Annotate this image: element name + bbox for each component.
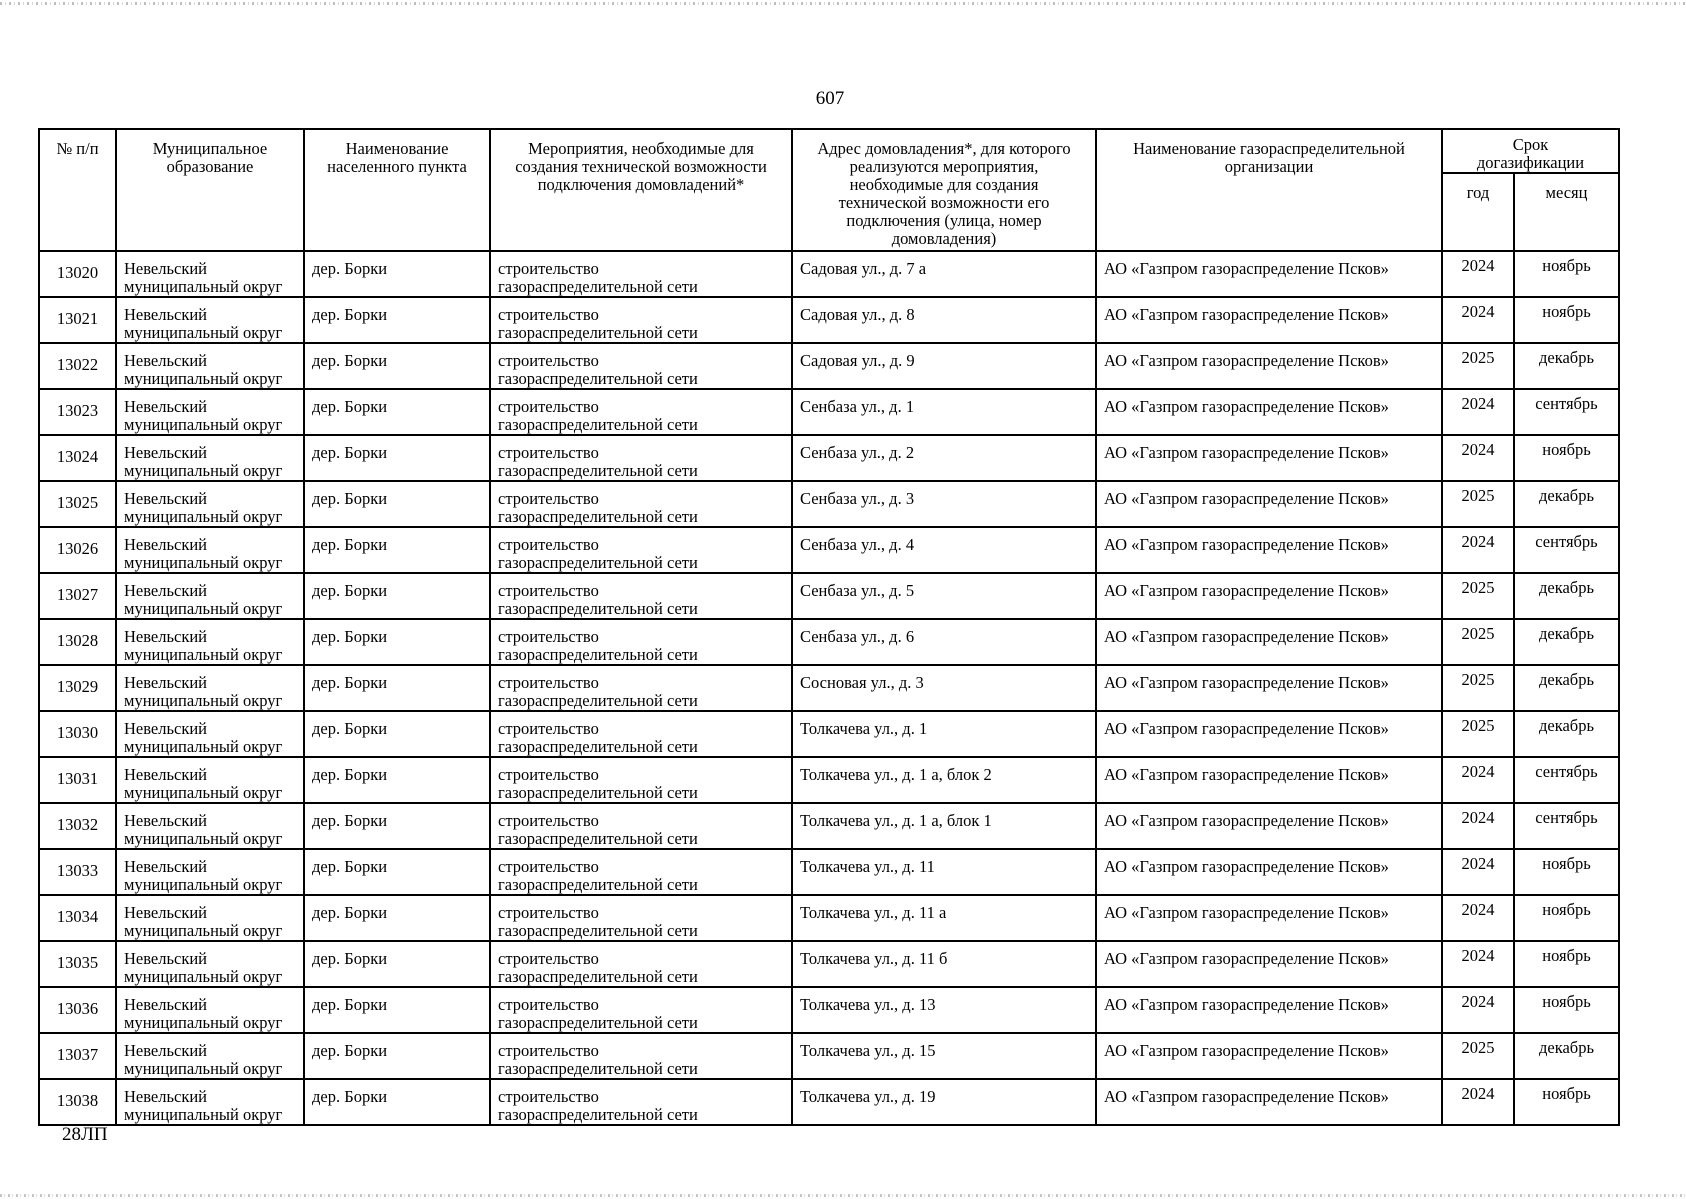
table-row bbox=[39, 987, 1619, 1033]
cell-month: декабрь bbox=[1514, 343, 1619, 389]
table-row bbox=[39, 1033, 1619, 1079]
cell-settlement: дер. Борки bbox=[304, 757, 490, 803]
cell-municipality: Невельский муниципальный округ bbox=[116, 1033, 304, 1079]
cell-organization: АО «Газпром газораспределение Псков» bbox=[1096, 527, 1442, 573]
cell-address: Сенбаза ул., д. 3 bbox=[792, 481, 1096, 527]
cell-measures: строительство газораспределительной сети bbox=[490, 1033, 792, 1079]
cell-settlement: дер. Борки bbox=[304, 343, 490, 389]
cell-month: ноябрь bbox=[1514, 987, 1619, 1033]
cell-settlement: дер. Борки bbox=[304, 527, 490, 573]
cell-year: 2025 bbox=[1442, 665, 1514, 711]
cell-municipality: Невельский муниципальный округ bbox=[116, 987, 304, 1033]
cell-month: декабрь bbox=[1514, 619, 1619, 665]
cell-municipality: Невельский муниципальный округ bbox=[116, 343, 304, 389]
cell-municipality: Невельский муниципальный округ bbox=[116, 849, 304, 895]
cell-num: 13036 bbox=[39, 987, 116, 1033]
cell-municipality: Невельский муниципальный округ bbox=[116, 1079, 304, 1125]
cell-year: 2024 bbox=[1442, 803, 1514, 849]
cell-measures: строительство газораспределительной сети bbox=[490, 435, 792, 481]
cell-settlement: дер. Борки bbox=[304, 481, 490, 527]
cell-settlement: дер. Борки bbox=[304, 895, 490, 941]
cell-num: 13023 bbox=[39, 389, 116, 435]
cell-municipality: Невельский муниципальный округ bbox=[116, 941, 304, 987]
cell-num: 13029 bbox=[39, 665, 116, 711]
cell-year: 2025 bbox=[1442, 573, 1514, 619]
cell-organization: АО «Газпром газораспределение Псков» bbox=[1096, 435, 1442, 481]
cell-year: 2025 bbox=[1442, 481, 1514, 527]
gasification-table bbox=[38, 128, 1620, 1126]
table-row bbox=[39, 297, 1619, 343]
cell-address: Садовая ул., д. 9 bbox=[792, 343, 1096, 389]
cell-organization: АО «Газпром газораспределение Псков» bbox=[1096, 343, 1442, 389]
cell-year: 2025 bbox=[1442, 343, 1514, 389]
cell-year: 2025 bbox=[1442, 1033, 1514, 1079]
cell-settlement: дер. Борки bbox=[304, 987, 490, 1033]
cell-num: 13021 bbox=[39, 297, 116, 343]
cell-year: 2024 bbox=[1442, 389, 1514, 435]
header-address: Адрес домовладения*, для которого реализуются мероприятия, необходимые для создания технической возможности его подключения (улица, номер домовладения) bbox=[792, 129, 1096, 251]
cell-settlement: дер. Борки bbox=[304, 573, 490, 619]
cell-month: ноябрь bbox=[1514, 849, 1619, 895]
cell-num: 13027 bbox=[39, 573, 116, 619]
cell-measures: строительство газораспределительной сети bbox=[490, 297, 792, 343]
cell-measures: строительство газораспределительной сети bbox=[490, 481, 792, 527]
cell-municipality: Невельский муниципальный округ bbox=[116, 803, 304, 849]
cell-year: 2024 bbox=[1442, 757, 1514, 803]
table-row bbox=[39, 573, 1619, 619]
table-row bbox=[39, 941, 1619, 987]
header-measures: Мероприятия, необходимые для создания технической возможности подключения домовладений* bbox=[490, 129, 792, 251]
cell-month: ноябрь bbox=[1514, 297, 1619, 343]
cell-address: Толкачева ул., д. 1 а, блок 2 bbox=[792, 757, 1096, 803]
cell-num: 13034 bbox=[39, 895, 116, 941]
cell-num: 13028 bbox=[39, 619, 116, 665]
cell-settlement: дер. Борки bbox=[304, 803, 490, 849]
cell-organization: АО «Газпром газораспределение Псков» bbox=[1096, 389, 1442, 435]
cell-municipality: Невельский муниципальный округ bbox=[116, 895, 304, 941]
cell-municipality: Невельский муниципальный округ bbox=[116, 573, 304, 619]
table-row bbox=[39, 1079, 1619, 1125]
cell-month: ноябрь bbox=[1514, 1079, 1619, 1125]
cell-num: 13025 bbox=[39, 481, 116, 527]
cell-organization: АО «Газпром газораспределение Псков» bbox=[1096, 251, 1442, 297]
cell-year: 2024 bbox=[1442, 941, 1514, 987]
cell-month: декабрь bbox=[1514, 711, 1619, 757]
cell-settlement: дер. Борки bbox=[304, 1079, 490, 1125]
header-deadline: Срок догазификации bbox=[1442, 129, 1619, 173]
cell-municipality: Невельский муниципальный округ bbox=[116, 251, 304, 297]
header-num: № п/п bbox=[39, 129, 116, 251]
cell-num: 13037 bbox=[39, 1033, 116, 1079]
cell-num: 13032 bbox=[39, 803, 116, 849]
cell-organization: АО «Газпром газораспределение Псков» bbox=[1096, 941, 1442, 987]
cell-address: Сенбаза ул., д. 2 bbox=[792, 435, 1096, 481]
cell-num: 13020 bbox=[39, 251, 116, 297]
cell-organization: АО «Газпром газораспределение Псков» bbox=[1096, 619, 1442, 665]
cell-organization: АО «Газпром газораспределение Псков» bbox=[1096, 1079, 1442, 1125]
cell-measures: строительство газораспределительной сети bbox=[490, 895, 792, 941]
cell-month: ноябрь bbox=[1514, 941, 1619, 987]
cell-address: Садовая ул., д. 7 а bbox=[792, 251, 1096, 297]
cell-settlement: дер. Борки bbox=[304, 941, 490, 987]
cell-measures: строительство газораспределительной сети bbox=[490, 941, 792, 987]
cell-month: сентябрь bbox=[1514, 757, 1619, 803]
table-body bbox=[39, 251, 1619, 1125]
table-row bbox=[39, 803, 1619, 849]
cell-month: декабрь bbox=[1514, 481, 1619, 527]
table-row bbox=[39, 757, 1619, 803]
cell-organization: АО «Газпром газораспределение Псков» bbox=[1096, 895, 1442, 941]
cell-settlement: дер. Борки bbox=[304, 251, 490, 297]
table-row bbox=[39, 389, 1619, 435]
cell-address: Садовая ул., д. 8 bbox=[792, 297, 1096, 343]
table-row bbox=[39, 665, 1619, 711]
cell-address: Толкачева ул., д. 13 bbox=[792, 987, 1096, 1033]
cell-organization: АО «Газпром газораспределение Псков» bbox=[1096, 757, 1442, 803]
cell-address: Толкачева ул., д. 11 bbox=[792, 849, 1096, 895]
cell-organization: АО «Газпром газораспределение Псков» bbox=[1096, 481, 1442, 527]
cell-settlement: дер. Борки bbox=[304, 297, 490, 343]
cell-year: 2024 bbox=[1442, 987, 1514, 1033]
table-row bbox=[39, 343, 1619, 389]
cell-measures: строительство газораспределительной сети bbox=[490, 757, 792, 803]
cell-measures: строительство газораспределительной сети bbox=[490, 251, 792, 297]
table-row bbox=[39, 849, 1619, 895]
footer-code: 28ЛП bbox=[62, 1124, 108, 1145]
cell-address: Толкачева ул., д. 19 bbox=[792, 1079, 1096, 1125]
cell-settlement: дер. Борки bbox=[304, 435, 490, 481]
cell-month: декабрь bbox=[1514, 665, 1619, 711]
cell-num: 13022 bbox=[39, 343, 116, 389]
cell-measures: строительство газораспределительной сети bbox=[490, 527, 792, 573]
cell-year: 2024 bbox=[1442, 251, 1514, 297]
cell-settlement: дер. Борки bbox=[304, 619, 490, 665]
cell-organization: АО «Газпром газораспределение Псков» bbox=[1096, 711, 1442, 757]
cell-settlement: дер. Борки bbox=[304, 665, 490, 711]
cell-num: 13026 bbox=[39, 527, 116, 573]
cell-year: 2024 bbox=[1442, 527, 1514, 573]
cell-organization: АО «Газпром газораспределение Псков» bbox=[1096, 849, 1442, 895]
table-row bbox=[39, 435, 1619, 481]
cell-month: декабрь bbox=[1514, 573, 1619, 619]
cell-year: 2025 bbox=[1442, 619, 1514, 665]
cell-settlement: дер. Борки bbox=[304, 389, 490, 435]
cell-measures: строительство газораспределительной сети bbox=[490, 711, 792, 757]
cell-num: 13024 bbox=[39, 435, 116, 481]
cell-settlement: дер. Борки bbox=[304, 1033, 490, 1079]
cell-address: Толкачева ул., д. 15 bbox=[792, 1033, 1096, 1079]
cell-address: Толкачева ул., д. 1 а, блок 1 bbox=[792, 803, 1096, 849]
cell-municipality: Невельский муниципальный округ bbox=[116, 757, 304, 803]
cell-month: ноябрь bbox=[1514, 435, 1619, 481]
header-month: месяц bbox=[1514, 173, 1619, 251]
cell-num: 13030 bbox=[39, 711, 116, 757]
cell-address: Сосновая ул., д. 3 bbox=[792, 665, 1096, 711]
cell-municipality: Невельский муниципальный округ bbox=[116, 481, 304, 527]
cell-year: 2024 bbox=[1442, 435, 1514, 481]
cell-year: 2025 bbox=[1442, 711, 1514, 757]
cell-municipality: Невельский муниципальный округ bbox=[116, 711, 304, 757]
table-row bbox=[39, 711, 1619, 757]
cell-municipality: Невельский муниципальный округ bbox=[116, 297, 304, 343]
cell-measures: строительство газораспределительной сети bbox=[490, 849, 792, 895]
table-row bbox=[39, 619, 1619, 665]
cell-address: Сенбаза ул., д. 6 bbox=[792, 619, 1096, 665]
cell-num: 13038 bbox=[39, 1079, 116, 1125]
page-number: 607 bbox=[815, 88, 845, 109]
cell-municipality: Невельский муниципальный округ bbox=[116, 665, 304, 711]
cell-year: 2024 bbox=[1442, 895, 1514, 941]
scan-edge-bottom bbox=[0, 1194, 1686, 1197]
cell-settlement: дер. Борки bbox=[304, 711, 490, 757]
cell-month: сентябрь bbox=[1514, 389, 1619, 435]
cell-municipality: Невельский муниципальный округ bbox=[116, 389, 304, 435]
cell-address: Сенбаза ул., д. 4 bbox=[792, 527, 1096, 573]
table-row bbox=[39, 481, 1619, 527]
cell-settlement: дер. Борки bbox=[304, 849, 490, 895]
header-settlement: Наименование населенного пункта bbox=[304, 129, 490, 251]
cell-year: 2024 bbox=[1442, 1079, 1514, 1125]
cell-num: 13033 bbox=[39, 849, 116, 895]
cell-organization: АО «Газпром газораспределение Псков» bbox=[1096, 803, 1442, 849]
table-row bbox=[39, 527, 1619, 573]
cell-measures: строительство газораспределительной сети bbox=[490, 343, 792, 389]
table-header-row bbox=[39, 129, 1619, 173]
cell-num: 13031 bbox=[39, 757, 116, 803]
header-municipality: Муниципальное образование bbox=[116, 129, 304, 251]
table-row bbox=[39, 251, 1619, 297]
cell-measures: строительство газораспределительной сети bbox=[490, 619, 792, 665]
header-year: год bbox=[1442, 173, 1514, 251]
cell-measures: строительство газораспределительной сети bbox=[490, 665, 792, 711]
cell-municipality: Невельский муниципальный округ bbox=[116, 435, 304, 481]
cell-organization: АО «Газпром газораспределение Псков» bbox=[1096, 987, 1442, 1033]
cell-organization: АО «Газпром газораспределение Псков» bbox=[1096, 297, 1442, 343]
cell-organization: АО «Газпром газораспределение Псков» bbox=[1096, 665, 1442, 711]
cell-num: 13035 bbox=[39, 941, 116, 987]
cell-municipality: Невельский муниципальный округ bbox=[116, 527, 304, 573]
table-row bbox=[39, 895, 1619, 941]
cell-address: Сенбаза ул., д. 1 bbox=[792, 389, 1096, 435]
scan-edge-top bbox=[0, 2, 1686, 5]
cell-address: Сенбаза ул., д. 5 bbox=[792, 573, 1096, 619]
cell-measures: строительство газораспределительной сети bbox=[490, 987, 792, 1033]
cell-measures: строительство газораспределительной сети bbox=[490, 803, 792, 849]
cell-measures: строительство газораспределительной сети bbox=[490, 573, 792, 619]
cell-month: декабрь bbox=[1514, 1033, 1619, 1079]
cell-measures: строительство газораспределительной сети bbox=[490, 1079, 792, 1125]
cell-address: Толкачева ул., д. 1 bbox=[792, 711, 1096, 757]
cell-organization: АО «Газпром газораспределение Псков» bbox=[1096, 1033, 1442, 1079]
cell-year: 2024 bbox=[1442, 849, 1514, 895]
cell-organization: АО «Газпром газораспределение Псков» bbox=[1096, 573, 1442, 619]
cell-month: сентябрь bbox=[1514, 527, 1619, 573]
cell-year: 2024 bbox=[1442, 297, 1514, 343]
cell-month: ноябрь bbox=[1514, 895, 1619, 941]
header-organization: Наименование газораспределительной организации bbox=[1096, 129, 1442, 251]
cell-month: сентябрь bbox=[1514, 803, 1619, 849]
cell-municipality: Невельский муниципальный округ bbox=[116, 619, 304, 665]
cell-address: Толкачева ул., д. 11 а bbox=[792, 895, 1096, 941]
cell-month: ноябрь bbox=[1514, 251, 1619, 297]
cell-address: Толкачева ул., д. 11 б bbox=[792, 941, 1096, 987]
cell-measures: строительство газораспределительной сети bbox=[490, 389, 792, 435]
